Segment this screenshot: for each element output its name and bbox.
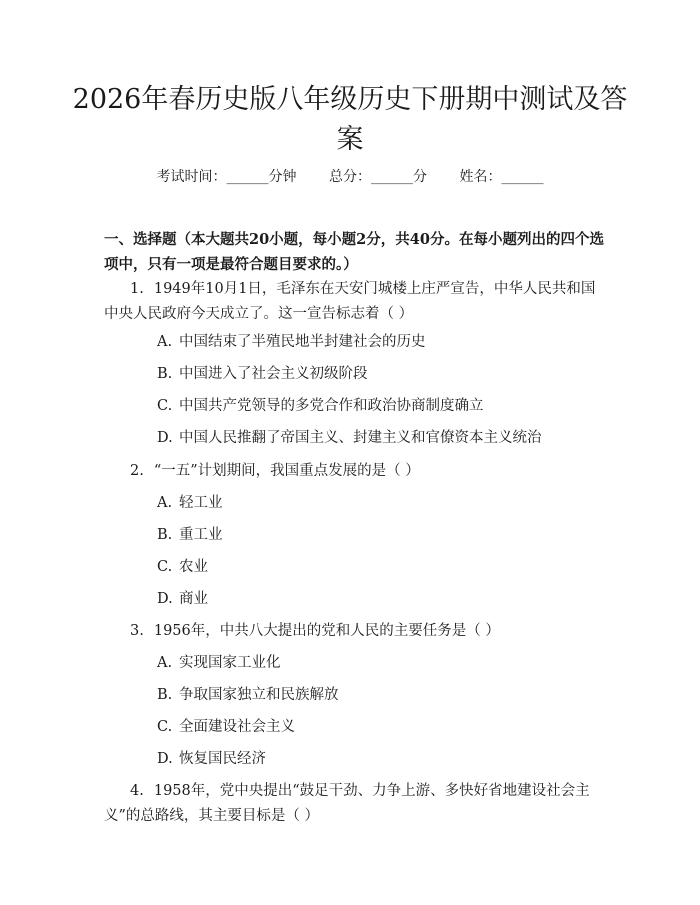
option-2b [157,525,223,545]
question-number: 1. [130,281,144,297]
option-2a [157,493,223,513]
option-text: 中国结束了半殖民地半封建社会的历史 [179,334,426,350]
option-1b [157,364,368,384]
student-name: 姓名：______ [459,169,544,185]
option-text: 全面建设社会主义 [179,719,295,735]
exam-meta [0,167,700,187]
option-text: 中国进入了社会主义初级阶段 [179,366,368,382]
option-letter: A. [157,334,173,350]
option-letter: D. [157,430,173,446]
option-3d [157,749,266,769]
question-3 [104,619,604,644]
option-text: 商业 [179,591,208,607]
question-number: 3. [130,623,144,639]
question-text: 1949年10月1日，毛泽东在天安门城楼上庄严宣告，中华人民共和国中央人民政府今天成立了。这一宣告标志着（ ） [104,281,596,322]
question-2 [104,459,604,484]
question-1 [104,277,604,327]
section-heading: 一、选择题（本大题共20小题，每小题2分，共40分。在每小题列出的四个选项中，只有一项是最符合题目要求的。） [104,231,604,273]
option-2d [157,589,208,609]
option-letter: D. [157,591,173,607]
option-3b [157,685,339,705]
option-letter: C. [157,719,173,735]
option-letter: C. [157,559,173,575]
option-text: 中国人民推翻了帝国主义、封建主义和官僚资本主义统治 [179,430,542,446]
option-text: 中国共产党领导的多党合作和政治协商制度确立 [179,398,484,414]
option-3c [157,717,295,737]
question-text: “一五”计划期间，我国重点发展的是（ ） [153,463,420,479]
option-letter: D. [157,751,173,767]
option-text: 恢复国民经济 [179,751,266,767]
option-letter: B. [157,527,173,543]
option-letter: A. [157,495,173,511]
option-1d [157,428,542,448]
option-text: 农业 [179,559,208,575]
option-letter: C. [157,398,173,414]
question-text: 1956年，中共八大提出的党和人民的主要任务是（ ） [153,623,500,639]
option-letter: A. [157,655,173,671]
option-1a [157,332,426,352]
option-3a [157,653,281,673]
exam-time: 考试时间：______分钟 [156,169,297,185]
option-letter: B. [157,687,173,703]
option-text: 重工业 [179,527,223,543]
option-1c [157,396,484,416]
option-2c [157,557,208,577]
question-4 [104,779,604,829]
question-number: 4. [130,783,144,799]
page-title: 2026年春历史版八年级历史下册期中测试及答案 [72,84,628,155]
question-number: 2. [130,463,144,479]
option-text: 实现国家工业化 [179,655,281,671]
option-text: 轻工业 [179,495,223,511]
option-letter: B. [157,366,173,382]
question-text: 1958年，党中央提出“鼓足干劲、力争上游、多快好省地建设社会主义”的总路线，其主要目标是（ ） [104,783,590,824]
exam-score: 总分：______分 [329,169,427,185]
option-text: 争取国家独立和民族解放 [179,687,339,703]
